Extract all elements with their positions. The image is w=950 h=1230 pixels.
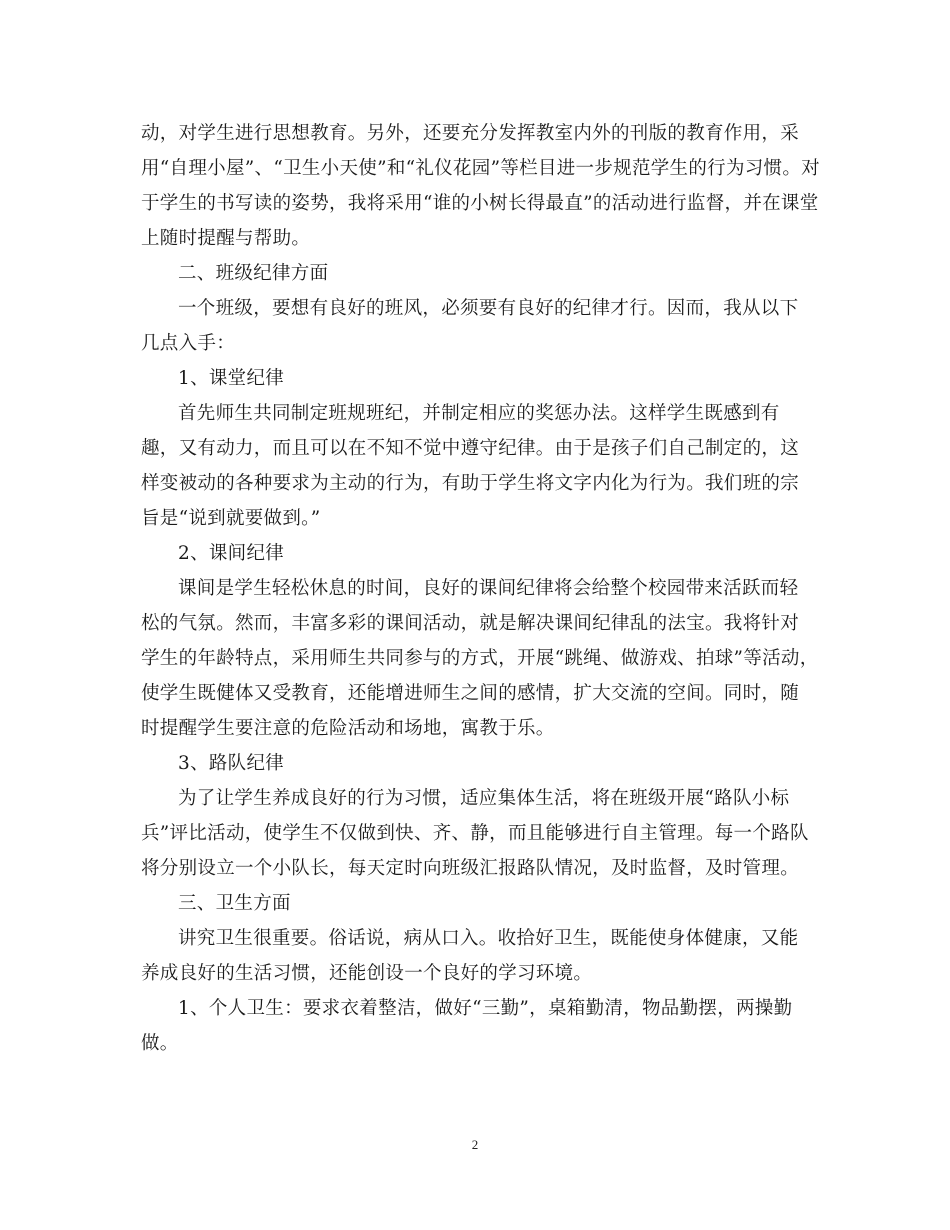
text-line: 一个班级，要想有良好的班风，必须要有良好的纪律才行。因而，我从以下 xyxy=(178,298,799,319)
heading-line: 1、课堂纪律 xyxy=(178,368,285,389)
text-line: 为了让学生养成良好的行为习惯，适应集体生活，将在班级开展“路队小标 xyxy=(178,788,790,809)
text-line: 1、个人卫生：要求衣着整洁，做好“三勤”，桌箱勤清，物品勤摆，两操勤 xyxy=(178,998,793,1019)
text-line: 兵”评比活动，使学生不仅做到快、齐、静，而且能够进行自主管理。每一个路队 xyxy=(141,823,809,844)
paragraph-queue-discipline xyxy=(141,781,821,886)
paragraph-moral-education-continued xyxy=(141,116,821,256)
text-line: 趣，又有动力，而且可以在不知不觉中遵守纪律。由于是孩子们自己制定的，这 xyxy=(141,438,800,459)
text-line: 于学生的书写读的姿势，我将采用“谁的小树长得最直”的活动进行监督，并在课堂 xyxy=(141,193,819,214)
text-line: 将分别设立一个小队长，每天定时向班级汇报路队情况，及时监督，及时管理。 xyxy=(141,858,800,879)
text-line: 做。 xyxy=(141,1033,179,1054)
paragraph-hygiene-intro xyxy=(141,921,821,991)
subheading-break-discipline xyxy=(141,536,821,571)
text-line: 松的气氛。然而，丰富多彩的课间活动，就是解决课间纪律乱的法宝。我将针对 xyxy=(141,613,800,634)
text-line: 课间是学生轻松休息的时间，良好的课间纪律将会给整个校园带来活跃而轻 xyxy=(178,578,799,599)
page-number: 2 xyxy=(471,1137,479,1152)
heading-line: 3、路队纪律 xyxy=(178,753,285,774)
text-line: 上随时提醒与帮助。 xyxy=(141,228,311,249)
subheading-classroom-discipline xyxy=(141,361,821,396)
text-line: 动，对学生进行思想教育。另外，还要充分发挥教室内外的刊版的教育作用，采 xyxy=(141,123,800,144)
text-line: 讲究卫生很重要。俗话说，病从口入。收拾好卫生，既能使身体健康，又能 xyxy=(178,928,799,949)
text-line: 首先师生共同制定班规班纪，并制定相应的奖惩办法。这样学生既感到有 xyxy=(178,403,780,424)
document-body xyxy=(141,116,821,1061)
paragraph-classroom-discipline xyxy=(141,396,821,536)
paragraph-break-discipline xyxy=(141,571,821,746)
text-line: 学生的年龄特点，采用师生共同参与的方式，开展“跳绳、做游戏、拍球”等活动， xyxy=(141,648,819,669)
text-line: 旨是“说到就要做到。” xyxy=(141,508,321,529)
text-line: 用“自理小屋”、“卫生小天使”和“礼仪花园”等栏目进一步规范学生的行为习惯。对 xyxy=(141,158,820,179)
text-line: 使学生既健体又受教育，还能增进师生之间的感情，扩大交流的空间。同时，随 xyxy=(141,683,800,704)
text-line: 养成良好的生活习惯，还能创设一个良好的学习环境。 xyxy=(141,963,593,984)
paragraph-discipline-intro xyxy=(141,291,821,361)
paragraph-personal-hygiene xyxy=(141,991,821,1061)
subheading-queue-discipline xyxy=(141,746,821,781)
heading-line: 二、班级纪律方面 xyxy=(178,263,329,284)
text-line: 几点入手： xyxy=(141,333,236,354)
text-line: 时提醒学生要注意的危险活动和场地，寓教于乐。 xyxy=(141,718,555,739)
section-heading-class-discipline xyxy=(141,256,821,291)
heading-line: 2、课间纪律 xyxy=(178,543,285,564)
heading-line: 三、卫生方面 xyxy=(178,893,291,914)
text-line: 样变被动的各种要求为主动的行为，有助于学生将文字内化为行为。我们班的宗 xyxy=(141,473,800,494)
section-heading-hygiene xyxy=(141,886,821,921)
